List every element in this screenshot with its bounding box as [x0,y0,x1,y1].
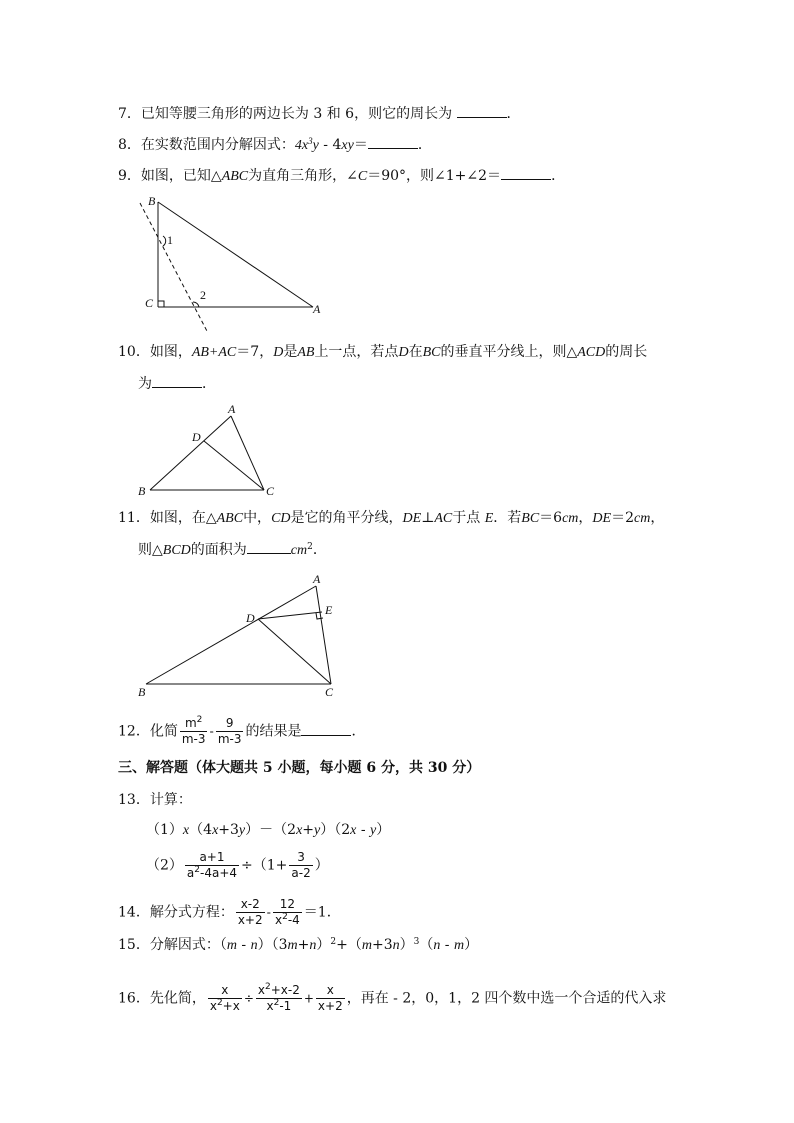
question-text: ＝2 [611,510,634,526]
math-term: +3 [371,937,393,953]
operator: ） [314,857,329,874]
numerator [256,983,302,999]
label-angle-1: 1 [167,233,173,247]
math-term: x [350,823,357,838]
question-text: ＝6 [539,510,563,526]
question-14 [118,897,341,928]
math-term: ） [316,937,331,953]
numerator: 9 [216,716,244,732]
term: x [257,983,265,997]
math-term: - [440,937,454,953]
math-term: ABC [221,169,249,184]
term: +x-2 [270,983,300,997]
term: x [274,913,283,927]
denominator: m-3 [181,732,206,746]
exponent: 2 [216,998,223,1008]
question-text: 于点 [452,510,481,526]
math-term: AB+AC [191,345,237,360]
question-text: 中， [243,510,272,526]
question-text: ， [578,510,593,526]
question-text: ．若 [493,510,522,526]
numerator: x-2 [236,897,265,913]
fraction [216,716,244,747]
math-term: y [312,138,319,153]
equals-sign: ＝ [353,137,368,153]
label-angle-2: 2 [200,288,206,302]
question-number: 8． [118,137,141,153]
question-text: ＝90°，则∠1+∠2＝ [367,168,502,184]
fraction [208,983,242,1014]
math-term: x [182,823,190,838]
math-term: （4 [189,822,213,838]
exponent: 2 [265,982,271,992]
math-term: x [296,823,303,838]
question-text: 解分式方程： [149,904,234,921]
math-term: n [309,938,317,953]
label-e: E [325,603,333,617]
denominator [185,866,239,881]
punct: ． [506,106,521,122]
plus-sign: + [303,991,314,1006]
math-term: n [392,938,400,953]
denominator: m-3 [217,732,242,746]
fraction [185,850,239,881]
unit: cm [290,543,308,558]
question-text: 的面积为 [190,542,247,558]
question-number: 11． [118,510,150,526]
section-heading: 三、解答题（体大题共 5 小题，每小题 6 分，共 30 分） [118,760,481,776]
right-angle-mark [316,613,323,619]
label-a: A [313,302,321,316]
math-term: AB [297,345,315,360]
math-term: C [357,169,368,184]
question-text: 先化简， [149,990,206,1007]
math-term: - [236,937,251,953]
math-term: AC [434,511,453,526]
denominator [273,913,302,928]
fraction [289,850,312,881]
question-text: 在实数范围内分解因式： [140,137,295,153]
question-text: 则△ [138,542,163,558]
question-text: 已知等腰三角形的两边长为 3 和 6，则它的周长为 [140,106,453,122]
exponent: 2 [196,715,203,725]
math-term: m [287,938,298,953]
math-term: D [273,345,284,360]
math-term: m [361,938,372,953]
math-term: DE [402,511,422,526]
exponent: 2 [307,542,313,552]
exponent: 2 [330,937,337,947]
label-d: D [246,611,255,625]
question-number: 16． [118,990,150,1007]
numerator: x [208,983,242,999]
denominator: x+2 [317,999,343,1013]
term: +x [222,999,240,1013]
punct: ． [551,168,566,184]
term: -4 [287,913,300,927]
label-d: D [192,430,201,444]
equals-one: ＝1． [303,904,341,921]
label-c: C [145,296,154,310]
question-text: 是 [283,344,298,360]
math-term: +3 [218,822,239,838]
math-term: ）（2 [320,822,351,838]
numerator: x [316,983,345,999]
question-text: ，再在 - 2，0，1，2 四个数中选一个合适的代入求 [346,990,667,1007]
question-text: ， [650,510,665,526]
label-b: B [138,484,146,498]
math-term: E [484,511,494,526]
label-a: A [313,572,321,586]
math-term: x [212,823,219,838]
term: x [266,999,274,1013]
question-text: 的结果是 [245,723,302,740]
math-term: ）－（2 [245,822,297,838]
question-text: 的周长 [605,344,648,360]
numerator: a+1 [185,850,239,866]
question-text: 上一点，若点 [314,344,399,360]
label-c: C [266,484,275,498]
math-term: - [356,822,371,838]
question-text: 为直角三角形，∠ [248,168,358,184]
exponent: 2 [194,865,201,875]
math-term: ABC [216,511,244,526]
question-number: 13． [118,792,150,808]
math-term: + [297,937,310,953]
operator: ÷（1+ [241,857,288,874]
exponent: 3 [308,136,313,146]
denominator [256,999,302,1014]
math-term: + [302,822,315,838]
math-term: BC [521,511,540,526]
part-label: （1） [146,822,183,838]
question-text: 如图，在△ [149,510,217,526]
math-term: ACD [577,345,606,360]
exponent: 2 [273,998,280,1008]
fraction [316,983,345,1014]
question-text: ＝7， [236,344,274,360]
math-term: D [398,345,409,360]
question-text: 如图，已知△ [140,168,222,184]
question-text: ⊥ [421,510,435,526]
question-text: 化简 [149,723,178,740]
math-term: ）（3 [257,937,288,953]
label-c: C [325,685,334,699]
denominator [208,999,242,1014]
math-term: ） [399,937,414,953]
fraction [256,983,302,1014]
term: x [209,999,217,1013]
math-term: m [226,938,237,953]
math-term: xy [341,138,354,153]
math-term: ） [464,937,479,953]
question-text: 是它的角平分线， [290,510,403,526]
math-term: DE [592,511,612,526]
divide-sign: ÷ [243,991,254,1006]
part-label: （2） [146,857,183,874]
punct: ． [202,376,216,392]
question-12 [118,716,365,747]
minus-sign: - [209,724,214,739]
answer-blank[interactable] [301,721,351,736]
question-13-part-2 [146,850,329,881]
question-text: 为 [138,376,152,392]
question-number: 10． [118,344,150,360]
segment-ba [146,586,316,684]
math-term: - 4 [318,137,342,153]
label-b: B [148,194,156,208]
question-text: 如图， [149,344,192,360]
question-13 [118,790,192,810]
question-number: 9． [118,168,141,184]
segment-dc [258,619,331,684]
unit: cm [562,511,579,526]
question-number: 15． [118,937,150,953]
exponent: 3 [413,937,420,947]
fraction [180,716,208,747]
math-term: n [433,938,441,953]
minus-sign: - [266,905,271,920]
question-number: 14． [118,904,150,921]
math-term: +（ [336,937,362,953]
question-text: 计算： [149,792,192,808]
question-text: 的垂直平分线上，则△ [440,344,578,360]
denominator: x+2 [237,913,263,927]
punct: ． [312,542,327,558]
question-16 [118,983,666,1014]
math-term: y [370,823,377,838]
math-term: CD [271,511,291,526]
numerator: 12 [273,897,302,913]
numerator: m [184,716,197,730]
label-b: B [138,685,146,699]
unit: cm [634,511,651,526]
question-13-part-1 [146,820,390,841]
segment-ac [316,586,331,684]
term: -4a+4 [200,866,238,880]
term: a [186,866,195,880]
math-term: n [250,938,258,953]
question-number: 7． [118,106,141,122]
math-term: BCD [162,543,191,558]
numerator: 3 [289,850,312,866]
math-term: BC [422,345,441,360]
math-term: y [314,823,321,838]
question-text: 分解因式：（ [149,937,227,953]
math-term: 4x [294,138,309,153]
label-a: A [228,402,236,416]
question-text: 在 [408,344,423,360]
punct: ． [351,723,366,740]
denominator: a-2 [291,866,311,880]
fraction [236,897,265,928]
math-term: （ [419,937,434,953]
fraction [273,897,302,928]
exponent: 2 [282,912,288,922]
segment-de [258,612,322,619]
math-term: ） [376,822,391,838]
punct: ． [417,137,432,153]
math-term: y [238,823,246,838]
term: -1 [279,999,292,1013]
math-term: m [453,938,465,953]
question-number: 12． [118,723,150,740]
question-15 [118,935,478,956]
